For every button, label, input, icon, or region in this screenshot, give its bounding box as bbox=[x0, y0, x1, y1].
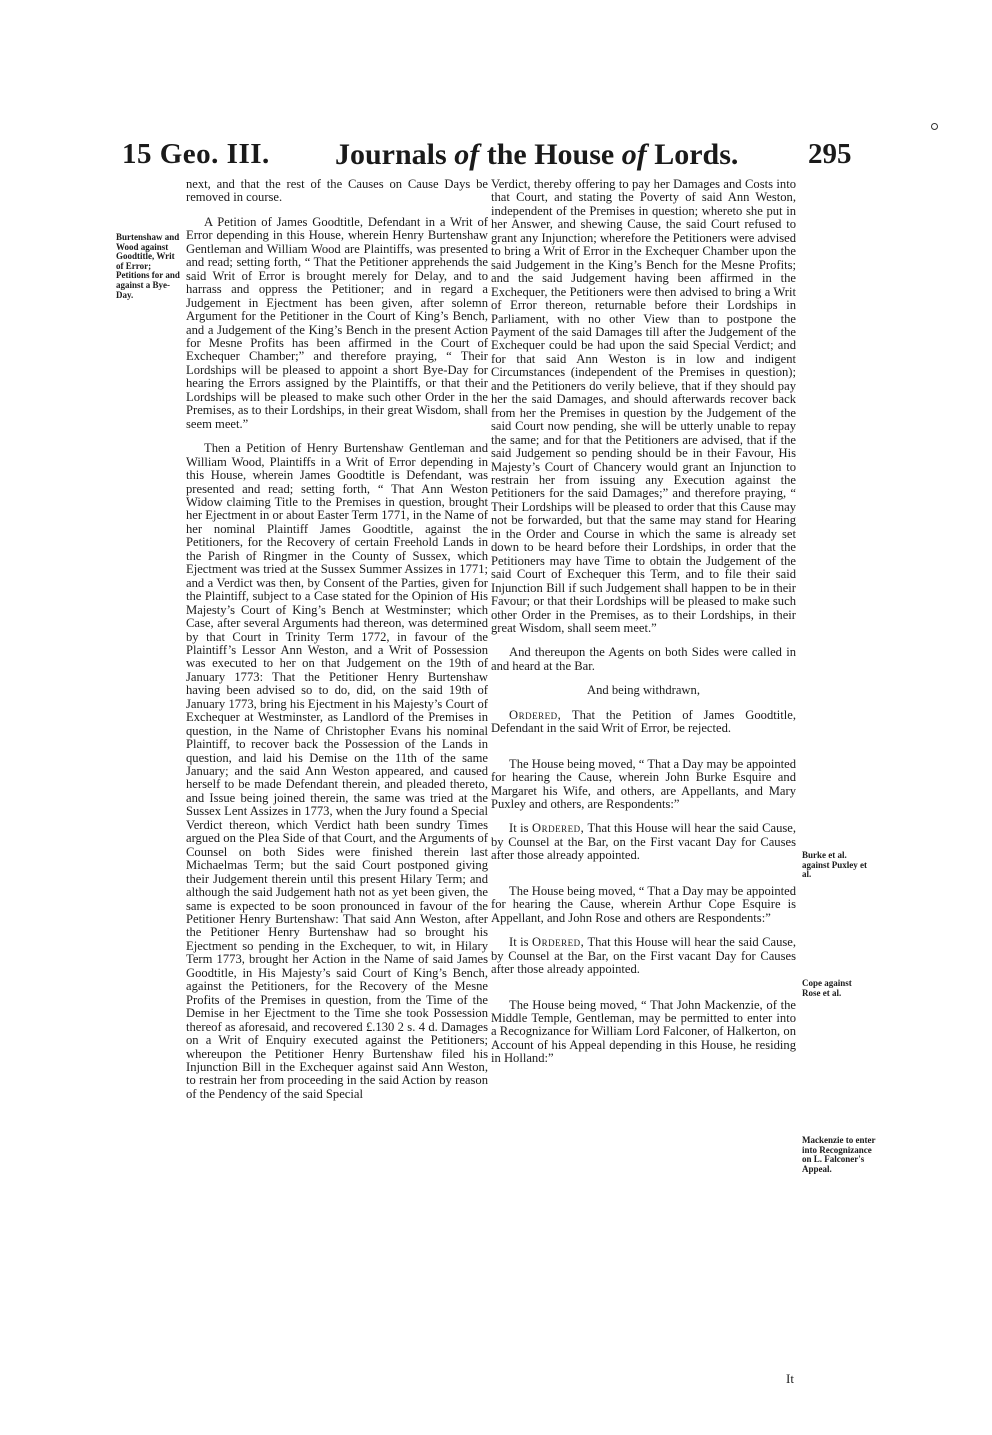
left-column bbox=[186, 178, 488, 1112]
paragraph: next, and that the rest of the Causes on Cause Days be removed in course. bbox=[186, 177, 488, 205]
regnal-year: 15 Geo. III. bbox=[122, 138, 270, 170]
motion-cope: The House being moved, “ That a Day may be appointed for hearing the Cause, wherein Arthur Cope Esquire is Appellant, and John Rose and others are Respondents:” bbox=[491, 883, 796, 925]
petition-goodtitle: A Petition of James Goodtitle, Defendant in a Writ of Error depending in this House, wherein Henry Burtenshaw Gentleman and William Wood are Plaintiffs, was presented and read; setting forth, “ That the Petitioner apprehends the said Writ of Error is brought merely for Delay, and to harrass and oppress the Petitioner; and in regard a Judgement in Ejectment has been given, after solemn Argument for the Petitioner in the Court of King’s Bench, and a Judgement of the King’s Bench in the present Action for Mesne Profits has been affirmed in the Court of Exchequer Chamber;” and therefore praying, “ Their Lordships will be pleased to appoint a short Bye-Day for hearing the Errors assigned by the Plaintiffs, or that their Lordships will be pleased to make such other Order in the Premises, as to their Lordships, in their great Wisdom, shall seem meet.” bbox=[186, 214, 488, 431]
petition-burtenshaw: Then a Petition of Henry Burtenshaw Gentleman and William Wood, Plaintiffs in a Writ of Error depending in this House, wherein James Goodtitle is Defendant, was presented and read; setting forth, “ That Ann Weston Widow claiming Title to the Premises in question, brought her Ejectment in or about Easter Term 1771, in the Name of her nominal Plaintiff James Goodtitle, against the Petitioners, for the Recovery of certain Freehold Lands in the Parish of Ringmer in the County of Sussex, which Ejectment was tried at the Sussex Summer Assizes in 1771; and a Verdict was then, by Consent of the Parties, given for the Plaintiff, subject to a Case stated for the Opinion of His Majesty’s Court of King’s Bench at Westminster; which Case, after several Arguments had thereon, was determined by that Court in Trinity Term 1772, in favour of the Plaintiff’s Lessor Ann Weston, and a Writ of Possession was executed to her on that Judgement on the 19th of January 1773: That the Petitioner Henry Burtenshaw having been advised so to do, did, on the said 19th of January 1773, bring his Ejectment in his Majesty’s Court of Exchequer at Westminster, as Landlord of the Premises in question, in the Name of Christopher Evans his nominal Plaintiff, to recover back the Possession of the Lands in question, and laid his Demise on the 11th of the same January; and the said Ann Weston appeared, and caused herself to be made Defendant therein, and pleaded thereto, and Issue being joined therein, the same was tried at the Sussex Lent Assizes in 1773, when the Jury found a Special Verdict thereon, which Verdict hath been sundry Times argued on the Plea Side of that Court, and the Arguments of Counsel on both Sides were finished therein last Michaelmas Term; but the said Court postponed giving their Judgement therein until this present Hilary Term; and although the said Judgement hath not as yet been given, the same is expected to be soon pronounced in favour of the Petitioner Henry Burtenshaw: That said Ann Weston, after the Petitioner Henry Burtenshaw had so brought his Ejectment so pending in the Exchequer, to wit, in Hilary Term 1773, brought her Action in the Name of said James Goodtitle, in His Majesty’s said Court of King’s Bench, against the Petitioners, for the Recovery of the Mesne Profits of the Premises in question, from the Time of the Demise in her Ejectment to the Time she took Possession thereof as aforesaid, and recovered £.130 2 s. 4 d. Damages on a Writ of Enquiry executed against the Petitioners; whereupon the Petitioner Henry Burtenshaw filed his Injunction Bill in the Exchequer against said Ann Weston, to restrain her from proceeding in the said Action by reason of the Pendency of the said Special bbox=[186, 441, 488, 1101]
motion-burke: The House being moved, “ That a Day may be appointed for hearing the Cause, wherein John Burke Esquire and Margaret his Wife, and others, are Appellants, and Mary Puxley and others, are Respondents:” bbox=[491, 756, 796, 812]
right-column bbox=[491, 178, 796, 1077]
paragraph: And being withdrawn, bbox=[587, 683, 700, 698]
margin-note-burke: Burke et al. against Puxley et al. bbox=[802, 850, 867, 880]
page-number: 295 bbox=[808, 138, 852, 170]
paragraph: Verdict, thereby offering to pay her Damages and Costs into that Court, and stating the Poverty of said Ann Weston, independent of the Premises in question; whereto she put in her Answer, and shewing Cause, the said Court refused to grant any Injunction; wherefore the Petitioners were advised to bring a Writ of Error in the Exchequer Chamber upon the said Judgement in the King’s Bench for the Mesne Profits; and the said Judgement having been affirmed in the Exchequer, the Petitioners were then advised to bring a Writ of Error thereon, returnable before their Lordships in Parliament, with no other View than to postpone the Payment of the said Damages till after the Judgement of the Exchequer could be had upon the said Special Verdict; and for that said Ann Weston is in low and indigent Circumstances (independent of the Premises in question); and the Petitioners do verily believe, that if they should pay her the said Damages, and should afterwards recover back from her the Premises in question by the Judgement of the said Court now pending, she will be utterly unable to repay the same; and for that the Petitioners are advised, that if the said Judgement so pending should be in their Favour, His Majesty’s Court of Chancery would grant an Injunction to restrain her from issuing any Execution against the Petitioners for the said Damages;” and therefore praying, “ Their Lordships will be pleased to order that this Cause may not be forwarded, but that the same may stand for Hearing in the Order and Course in which the same is already set down to be heard before their Lordships, in order that the Petitioners may have Time to obtain the Judgement of the said Court of Exchequer this Term, and to file their said Injunction Bill if such Judgement shall happen to be in their Favour; or that their Lordships will be pleased to make such other Order in the Premises, as to their Lordships, in their great Wisdom, shall seem meet.” bbox=[491, 177, 796, 635]
margin-note-cope: Cope against Rose et al. bbox=[802, 978, 852, 998]
order-paragraph: It is Ordered, That this House will hear the said Cause, by Counsel at the Bar, on the First vacant Day for Causes after those already appointed. bbox=[491, 935, 797, 977]
order-paragraph: Ordered, That the Petition of James Goodtitle, Defendant in the said Writ of Error, be rejected. bbox=[491, 707, 796, 736]
journal-title: Journals of the House of Lords. bbox=[335, 138, 739, 171]
order-paragraph: It is Ordered, That this House will hear the said Cause, by Counsel at the Bar, on the First vacant Day for Causes after those already appointed. bbox=[491, 821, 797, 863]
catchword: It bbox=[786, 1371, 794, 1386]
margin-note-mackenzie: Mackenzie to enter into Recognizance on L. Falconer's Appeal. bbox=[802, 1135, 876, 1174]
margin-note-burtenshaw: Burtenshaw and Wood against Goodtitle, Writ of Error; Petitions for and against a Bye-Day. bbox=[116, 232, 180, 300]
motion-mackenzie: The House being moved, “ That John Mackenzie, of the Middle Temple, Gentleman, may be permitted to enter into a Recognizance for William Lord Falconer, of Halkerton, on Account of his Appeal depending in this House, he residing in Holland:” bbox=[491, 997, 796, 1066]
page-speck bbox=[931, 123, 938, 130]
paragraph: And thereupon the Agents on both Sides were called in and heard at the Bar. bbox=[491, 645, 796, 673]
